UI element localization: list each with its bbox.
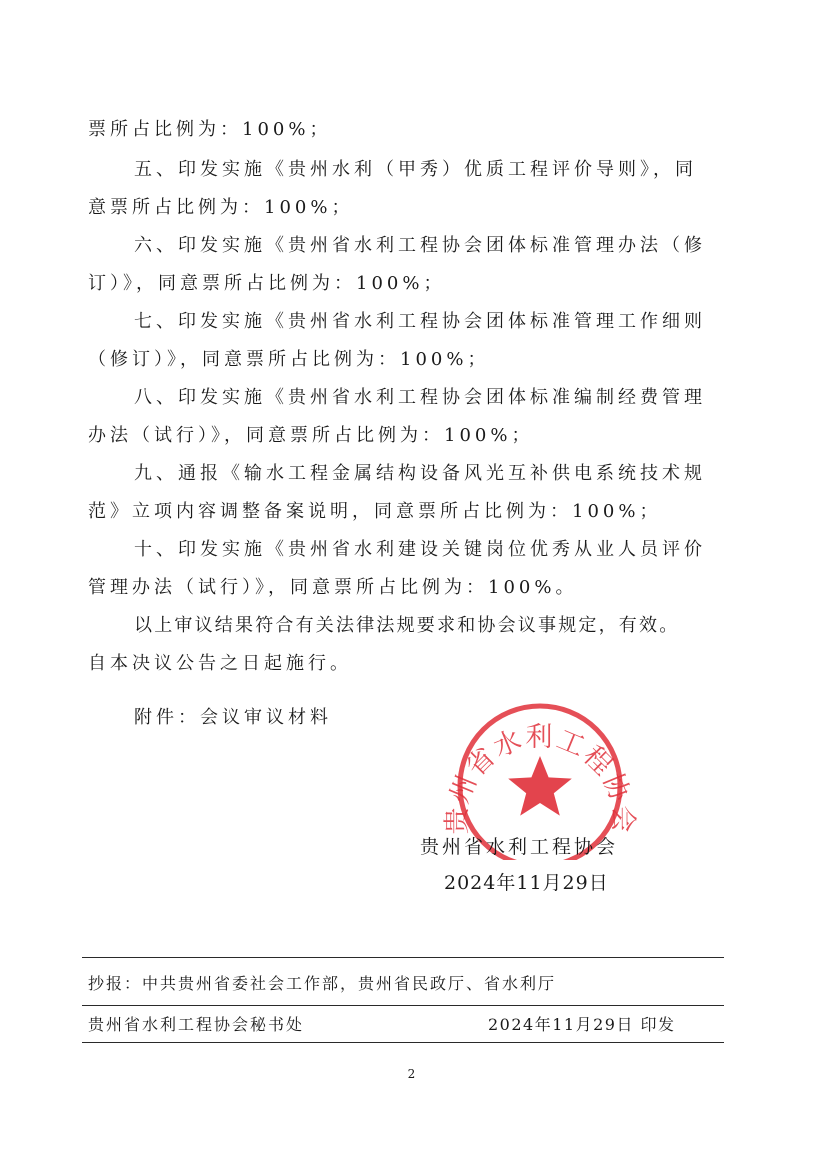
signature-organization: 贵州省水利工程协会: [420, 836, 619, 858]
body-line-1: 票所占比例为：100%；: [88, 119, 332, 140]
body-line-7: （修订）》，同意票所占比例为：100%；: [88, 349, 490, 370]
seal-star-icon: [508, 756, 572, 816]
divider-bottom: [82, 1042, 724, 1043]
body-line-13: 管理办法（试行）》，同意票所占比例为：100%。: [88, 577, 578, 598]
issue-date: 2024年11月29日 印发: [488, 1015, 676, 1034]
body-line-14: 以上审议结果符合有关法律法规要求和协会议事规定，有效。: [134, 615, 680, 636]
cc-line: 抄报：中共贵州省委社会工作部，贵州省民政厅、省水利厅: [88, 974, 557, 993]
body-line-8: 八、印发实施《贵州省水利工程协会团体标准编制经费管理: [134, 387, 706, 408]
body-line-2: 五、印发实施《贵州水利（甲秀）优质工程评价导则》，同: [134, 159, 697, 180]
seal-text: 贵州省水利工程协会: [441, 722, 639, 835]
body-line-10: 九、通报《输水工程金属结构设备风光互补供电系统技术规: [134, 463, 706, 484]
body-line-5: 订）》，同意票所占比例为：100%；: [88, 273, 446, 294]
issuer: 贵州省水利工程协会秘书处: [88, 1015, 305, 1034]
body-line-11: 范》立项内容调整备案说明，同意票所占比例为：100%；: [88, 501, 662, 522]
body-line-9: 办法（试行）》，同意票所占比例为：100%；: [88, 425, 534, 446]
body-line-12: 十、印发实施《贵州省水利建设关键岗位优秀从业人员评价: [134, 539, 706, 560]
attachment-note: 附件：会议审议材料: [134, 707, 332, 728]
divider-top: [82, 957, 724, 958]
divider-middle: [82, 1005, 724, 1006]
body-line-6: 七、印发实施《贵州省水利工程协会团体标准管理工作细则: [134, 311, 706, 332]
page-number: 2: [407, 1067, 416, 1081]
body-line-3: 意票所占比例为：100%；: [88, 197, 354, 218]
signature-date: 2024年11月29日: [444, 872, 609, 894]
body-line-15: 自本决议公告之日起施行。: [88, 653, 352, 674]
body-line-4: 六、印发实施《贵州省水利工程协会团体标准管理办法（修: [134, 235, 706, 256]
